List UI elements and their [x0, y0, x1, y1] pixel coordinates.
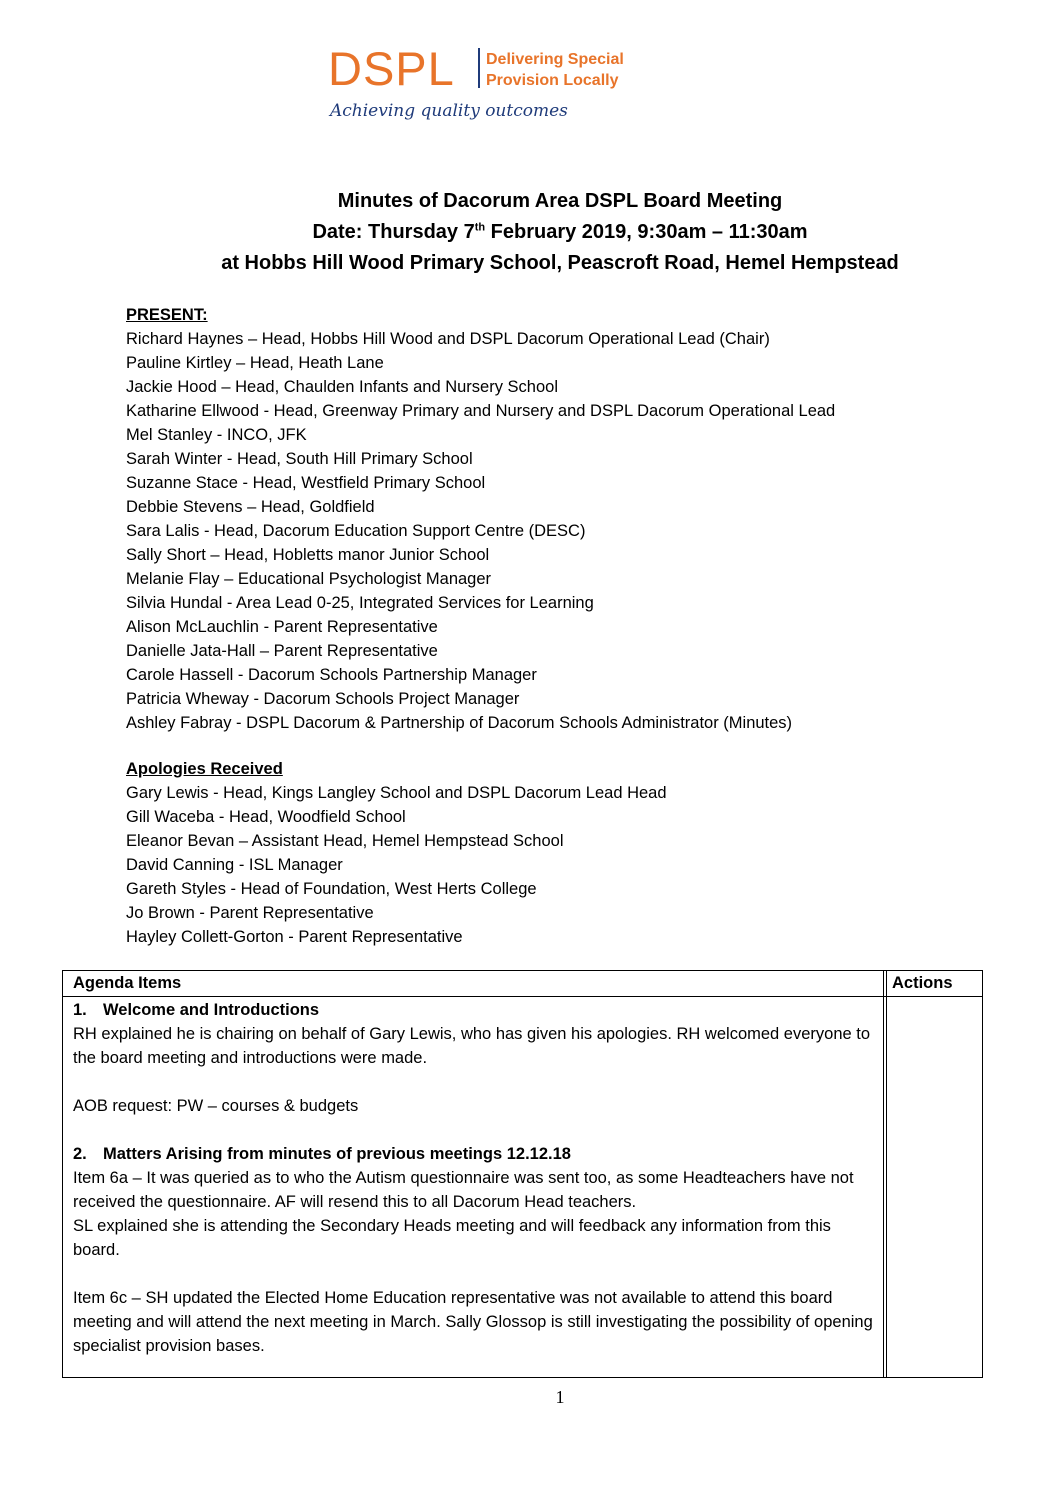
title-line-2: [0, 217, 1058, 248]
list-item: Silvia Hundal - Area Lead 0-25, Integrated Services for Learning: [126, 594, 594, 612]
list-item: Sally Short – Head, Hobletts manor Junior School: [126, 546, 490, 564]
dspl-logo: [328, 44, 658, 126]
list-item: Melanie Flay – Educational Psychologist Manager: [126, 570, 492, 588]
column-divider: [886, 971, 887, 1377]
agenda-content: [73, 998, 873, 1358]
list-item: Sarah Winter - Head, South Hill Primary School: [126, 450, 473, 468]
list-item: Alison McLauchlin - Parent Representative: [126, 618, 438, 636]
document-title: [0, 186, 1058, 279]
page-number: 1: [555, 1387, 565, 1407]
header-divider: [63, 996, 982, 997]
list-item: Gary Lewis - Head, Kings Langley School and DSPL Dacorum Lead Head: [126, 784, 667, 802]
title-date-prefix: Date: Thursday 7: [312, 221, 475, 243]
list-item: Carole Hassell - Dacorum Schools Partnership Manager: [126, 666, 537, 684]
list-item: Ashley Fabray - DSPL Dacorum & Partnership of Dacorum Schools Administrator (Minutes): [126, 714, 793, 732]
logo-tagline-line2: Provision Locally: [486, 72, 619, 89]
title-line-3: at Hobbs Hill Wood Primary School, Peascroft Road, Hemel Hempstead: [221, 252, 899, 274]
list-item: Suzanne Stace - Head, Westfield Primary School: [126, 474, 486, 492]
actions-header: Actions: [892, 974, 953, 992]
paragraph: Item 6c – SH updated the Elected Home Education representative was not available to attend this board meeting and will attend the next meeting in March. Sally Glossop is still investigating the possibility of opening specialist provision bases.: [73, 1289, 873, 1355]
title-date-ordinal: th: [474, 221, 486, 234]
section-title: Matters Arising from minutes of previous meetings 12.12.18: [103, 1145, 571, 1163]
list-item: Gareth Styles - Head of Foundation, West Herts College: [126, 880, 537, 898]
logo-wordmark: DSPL: [328, 42, 455, 95]
list-item: Mel Stanley - INCO, JFK: [126, 426, 307, 444]
apologies-heading: Apologies Received: [126, 760, 283, 778]
list-item: Patricia Wheway - Dacorum Schools Project Manager: [126, 690, 520, 708]
paragraph: SL explained she is attending the Secondary Heads meeting and will feedback any information from this board.: [73, 1217, 831, 1259]
apologies-list: [126, 757, 667, 949]
paragraph: AOB request: PW – courses & budgets: [73, 1097, 359, 1115]
list-item: Richard Haynes – Head, Hobbs Hill Wood and DSPL Dacorum Operational Lead (Chair): [126, 330, 770, 348]
present-list: [126, 303, 835, 735]
list-item: Jackie Hood – Head, Chaulden Infants and Nursery School: [126, 378, 559, 396]
section-heading-matters-arising: [73, 1142, 873, 1166]
paragraph: Item 6a – It was queried as to who the Autism questionnaire was sent too, as some Headteachers have not received the questionnaire. AF will resend this to all Dacorum Head teachers.: [73, 1169, 854, 1211]
agenda-table: [62, 970, 983, 1378]
section-number: 2.: [73, 1145, 87, 1163]
list-item: Hayley Collett-Gorton - Parent Representative: [126, 928, 463, 946]
list-item: Jo Brown - Parent Representative: [126, 904, 374, 922]
logo-divider: [478, 48, 480, 88]
list-item: Pauline Kirtley – Head, Heath Lane: [126, 354, 384, 372]
list-item: Gill Waceba - Head, Woodfield School: [126, 808, 406, 826]
list-item: David Canning - ISL Manager: [126, 856, 343, 874]
logo-tagline-line1: Delivering Special: [486, 51, 624, 68]
section-title: Welcome and Introductions: [103, 1001, 320, 1019]
section-heading-welcome: [73, 998, 873, 1022]
section-number: 1.: [73, 1001, 87, 1019]
present-heading: PRESENT:: [126, 306, 208, 324]
list-item: Danielle Jata-Hall – Parent Representative: [126, 642, 438, 660]
logo-slogan: Achieving quality outcomes: [330, 101, 568, 121]
list-item: Debbie Stevens – Head, Goldfield: [126, 498, 375, 516]
list-item: Eleanor Bevan – Assistant Head, Hemel Hempstead School: [126, 832, 564, 850]
agenda-items-header: Agenda Items: [73, 974, 182, 992]
paragraph: RH explained he is chairing on behalf of Gary Lewis, who has given his apologies. RH welcomed everyone to the board meeting and introductions were made.: [73, 1025, 871, 1067]
list-item: Sara Lalis - Head, Dacorum Education Support Centre (DESC): [126, 522, 586, 540]
list-item: Katharine Ellwood - Head, Greenway Primary and Nursery and DSPL Dacorum Operational Lead: [126, 402, 836, 420]
title-date-suffix: February 2019, 9:30am – 11:30am: [485, 221, 808, 243]
column-divider: [883, 971, 884, 1377]
title-line-1: Minutes of Dacorum Area DSPL Board Meeting: [337, 190, 783, 212]
logo-tagline: [486, 49, 624, 91]
